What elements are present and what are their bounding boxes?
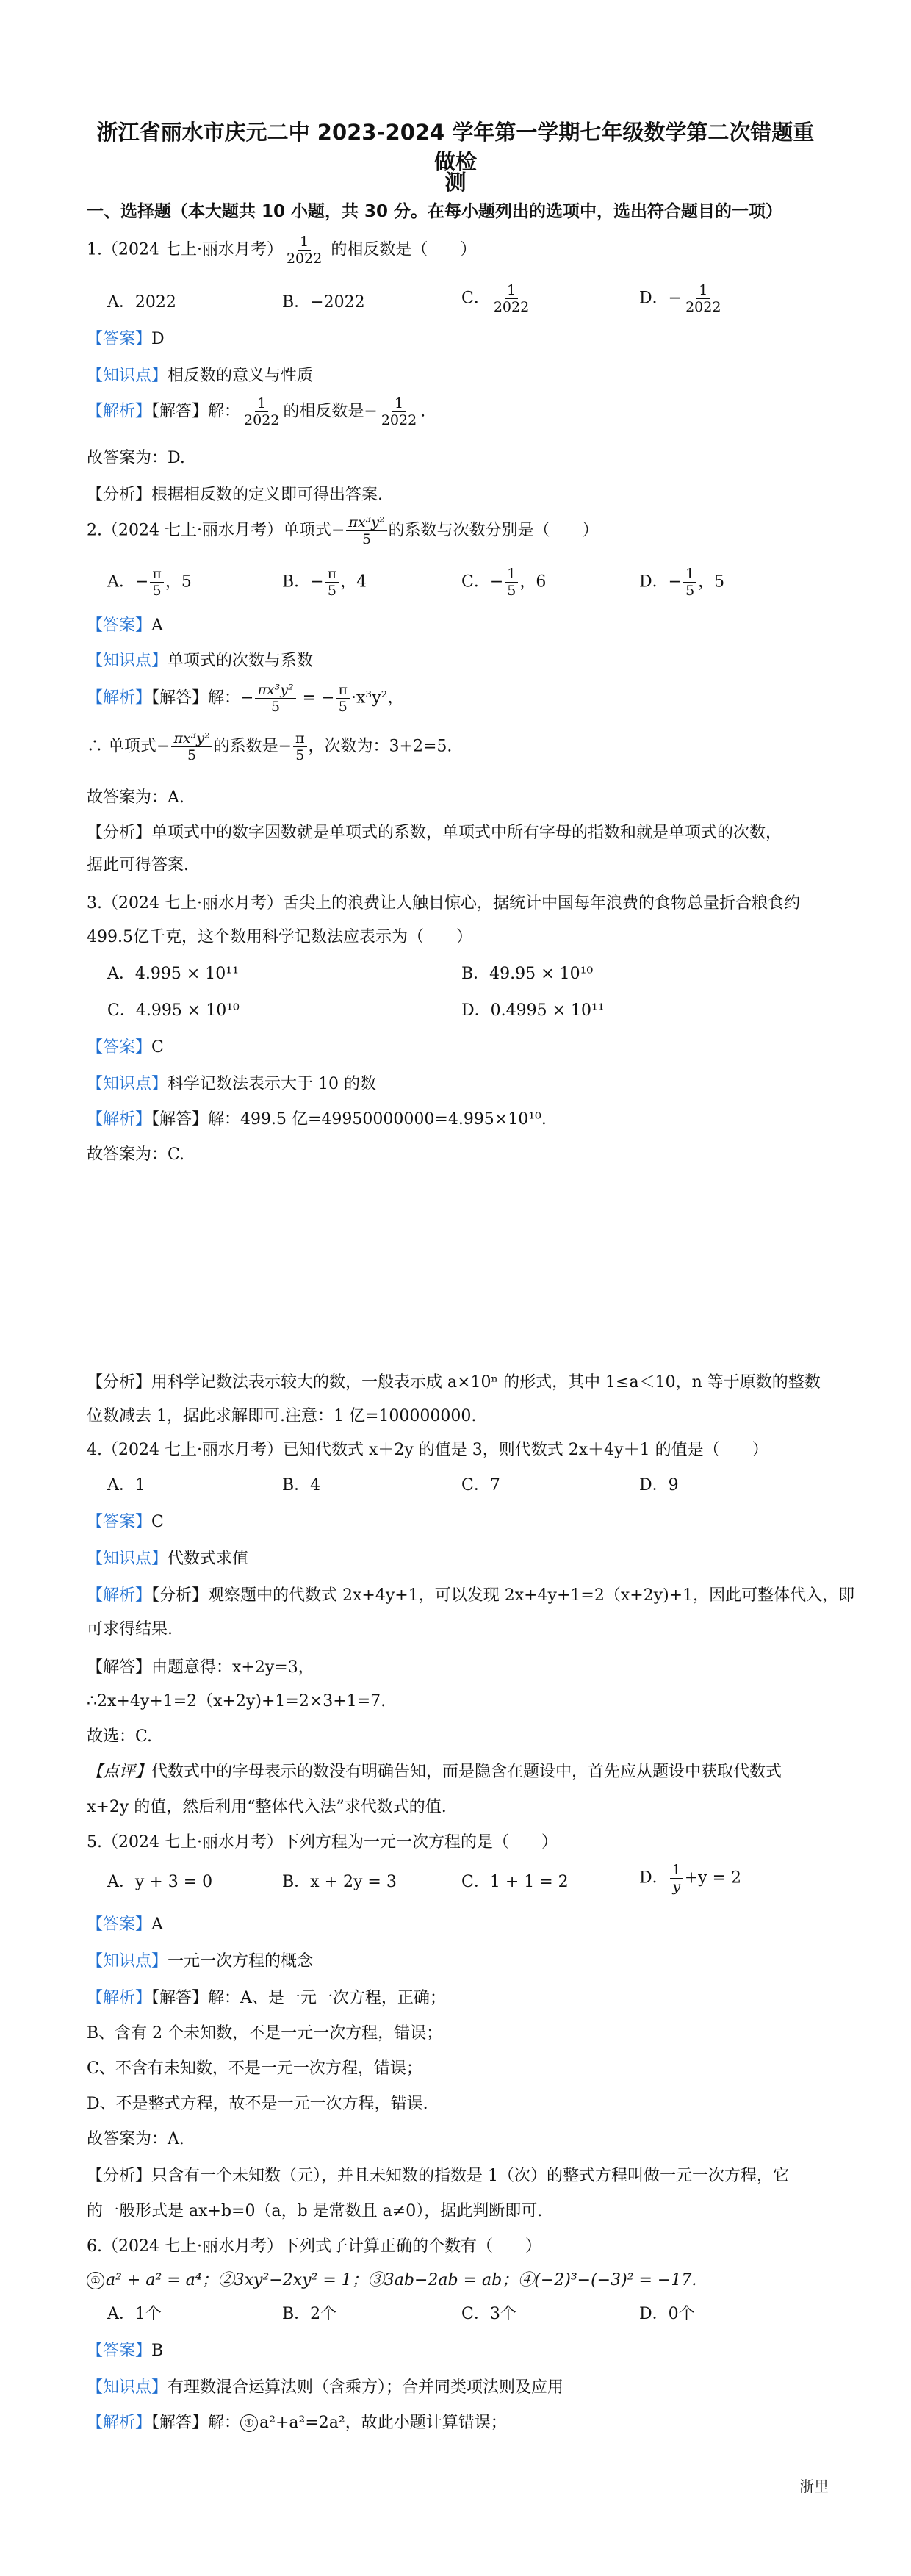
q3-option-a: A．4.995 × 10¹¹ xyxy=(107,965,239,983)
q4-comment-1: 【点评】代数式中的字母表示的数没有明确告知，而是隐含在题设中，首先应从题设中获取代数式 xyxy=(87,1763,782,1781)
q1-option-d: D．− $\frac{1}{2022}$ xyxy=(639,282,721,315)
q4-option-d: D．9 xyxy=(639,1476,679,1494)
q4-calc: ∴2x+4y+1=2（x+2y)+1=2×3+1=7. xyxy=(87,1692,386,1710)
q5-option-a: A．y + 3 = 0 xyxy=(107,1873,213,1891)
q2-analyze-1: 【分析】单项式中的数字因数就是单项式的系数，单项式中所有字母的指数和就是单项式的次数， xyxy=(87,824,782,842)
q3-conclusion: 故答案为：C. xyxy=(87,1145,185,1164)
q2-option-a: A．− $\frac{\pi}{5}$ ，5 xyxy=(107,566,192,599)
q4-analysis-1: 【解析】【分析】观察题中的代数式 2x+4y+1，可以发现 2x+4y+1=2（x+2y)+1，因此可整体代入，即 xyxy=(87,1586,855,1605)
q2-analysis: 【解析】【解答】解：− $\frac{\text{πx³y²}}{5}$ = − $\frac{\pi}{5}$ ·x³y²， xyxy=(87,682,404,715)
q5-analysis-line: C、不含有未知数，不是一元一次方程，错误； xyxy=(87,2059,422,2078)
q4-option-a: A．1 xyxy=(107,1476,145,1494)
q5-analysis-line: D、不是整式方程，故不是一元一次方程，错误. xyxy=(87,2095,428,2113)
q4-option-b: B．4 xyxy=(282,1476,321,1494)
section-heading: 一、选择题（本大题共 10 小题，共 30 分。在每小题列出的选项中，选出符合题目的一项） xyxy=(87,202,783,221)
q3-analysis: 【解析】【解答】解：499.5 亿=49950000000=4.995×10¹⁰. xyxy=(87,1110,547,1129)
q4-solve: 【解答】由题意得：x+2y=3， xyxy=(87,1658,314,1677)
document-title-line2: 测 xyxy=(444,170,467,195)
q2-stem: 2.（2024 七上·丽水月考）单项式− $\frac{\text{πx³y²}}{5}$ 的系数与次数分别是（ ） xyxy=(87,514,599,547)
q1-analyze: 【分析】根据相反数的定义即可得出答案. xyxy=(87,486,384,504)
q6-option-a: A．1个 xyxy=(107,2305,162,2323)
q5-option-c: C．1 + 1 = 2 xyxy=(461,1873,569,1891)
q2-option-b: B．− $\frac{\pi}{5}$ ，4 xyxy=(282,566,367,599)
q4-knowledge: 【知识点】代数式求值 xyxy=(87,1550,249,1568)
q4-stem: 4.（2024 七上·丽水月考）已知代数式 x＋2y 的值是 3，则代数式 2x＋4y＋1 的值是（ ） xyxy=(87,1441,768,1459)
q4-comment-2: x+2y 的值，然后利用“整体代入法”求代数式的值. xyxy=(87,1798,447,1816)
q5-stem: 5.（2024 七上·丽水月考）下列方程为一元一次方程的是（ ） xyxy=(87,1833,558,1852)
q3-analyze-1: 【分析】用科学记数法表示较大的数，一般表示成 a×10ⁿ 的形式，其中 1≤a＜10，n 等于原数的整数 xyxy=(87,1373,821,1392)
q1-conclusion: 故答案为：D. xyxy=(87,449,185,467)
q1-option-b: B．−2022 xyxy=(282,293,365,312)
q6-option-d: D．0个 xyxy=(639,2305,695,2323)
q6-stem: 6.（2024 七上·丽水月考）下列式子计算正确的个数有（ ） xyxy=(87,2237,541,2256)
q3-stem-1: 3.（2024 七上·丽水月考）舌尖上的浪费让人触目惊心，据统计中国每年浪费的食物总量折合粮食约 xyxy=(87,894,800,913)
q1-knowledge: 【知识点】相反数的意义与性质 xyxy=(87,367,314,385)
q3-option-d: D．0.4995 × 10¹¹ xyxy=(461,1001,605,1020)
q6-answer: 【答案】B xyxy=(87,2342,164,2360)
q6-items: ① a² + a² = a⁴；②3xy²−2xy² = 1；③3ab−2ab = ab；④(−2)³−(−3)² = −17. xyxy=(87,2269,829,2292)
q3-option-b: B．49.95 × 10¹⁰ xyxy=(461,965,594,983)
q1-answer: 【答案】D xyxy=(87,330,165,348)
q5-analyze-2: 的一般形式是 ax+b=0（a，b 是常数且 a≠0），据此判断即可. xyxy=(87,2202,543,2220)
q2-option-d: D．− $\frac{1}{5}$ ，5 xyxy=(639,566,725,599)
q2-knowledge: 【知识点】单项式的次数与系数 xyxy=(87,652,314,670)
q4-analysis-2: 可求得结果. xyxy=(87,1620,173,1638)
q3-analyze-2: 位数减去 1，据此求解即可.注意：1 亿=100000000. xyxy=(87,1407,477,1425)
q1-analysis: 【解析】【解答】解： $\frac{1}{2022}$ 的相反数是− $\frac{1}{2022}$ . xyxy=(87,395,426,428)
q6-option-b: B．2个 xyxy=(282,2305,337,2323)
q2-conclusion: 故答案为：A. xyxy=(87,788,184,807)
q3-stem-2: 499.5亿千克，这个数用科学记数法应表示为（ ） xyxy=(87,928,472,946)
q2-analyze-2: 据此可得答案. xyxy=(87,856,189,874)
q5-analysis-line: B、含有 2 个未知数，不是一元一次方程，错误； xyxy=(87,2024,443,2043)
q5-analyze-1: 【分析】只含有一个未知数（元），并且未知数的指数是 1（次）的整式方程叫做一元一次方程，它 xyxy=(87,2167,790,2185)
q1-fraction: $\frac{1}{2022}$ xyxy=(286,234,323,267)
q2-analysis-line2: ∴ 单项式− $\frac{\text{πx³y²}}{5}$ 的系数是− $\frac{\pi}{5}$ ，次数为：3+2=5. xyxy=(87,730,453,763)
q2-answer: 【答案】A xyxy=(87,616,163,635)
q5-analysis-line: 【解析】【解答】解：A、是一元一次方程，正确； xyxy=(87,1989,446,2007)
q5-option-d: D． $\frac{1}{y}$ +y = 2 xyxy=(639,1862,742,1895)
q5-answer: 【答案】A xyxy=(87,1915,163,1934)
q6-analysis: 【解析】【解答】解： ① a²+a²=2a²，故此小题计算错误； xyxy=(87,2414,507,2432)
q6-knowledge: 【知识点】有理数混合运算法则（含乘方）；合并同类项法则及应用 xyxy=(87,2378,564,2397)
q2-option-c: C．− $\frac{1}{5}$ ，6 xyxy=(461,566,547,599)
q1-option-c: C． $\frac{1}{2022}$ xyxy=(461,282,530,315)
q6-option-c: C．3个 xyxy=(461,2305,516,2323)
q1-stem: 1.（2024 七上·丽水月考） $\frac{1}{2022}$ 的相反数是（ ） xyxy=(87,234,477,267)
q1-option-a: A．2022 xyxy=(107,293,176,312)
q4-answer: 【答案】C xyxy=(87,1513,164,1531)
q5-option-b: B．x + 2y = 3 xyxy=(282,1873,397,1891)
q4-option-c: C．7 xyxy=(461,1476,500,1494)
document-title-line1: 浙江省丽水市庆元二中 2023-2024 学年第一学期七年级数学第二次错题重做检 xyxy=(96,120,815,174)
q5-conclusion: 故答案为：A. xyxy=(87,2130,184,2148)
q4-conclusion: 故选：C. xyxy=(87,1727,153,1746)
q3-knowledge: 【知识点】科学记数法表示大于 10 的数 xyxy=(87,1075,376,1093)
page-footer: 浙里 xyxy=(799,2478,829,2495)
q5-knowledge: 【知识点】一元一次方程的概念 xyxy=(87,1952,314,1971)
q3-answer: 【答案】C xyxy=(87,1038,164,1057)
q3-option-c: C．4.995 × 10¹⁰ xyxy=(107,1001,240,1020)
